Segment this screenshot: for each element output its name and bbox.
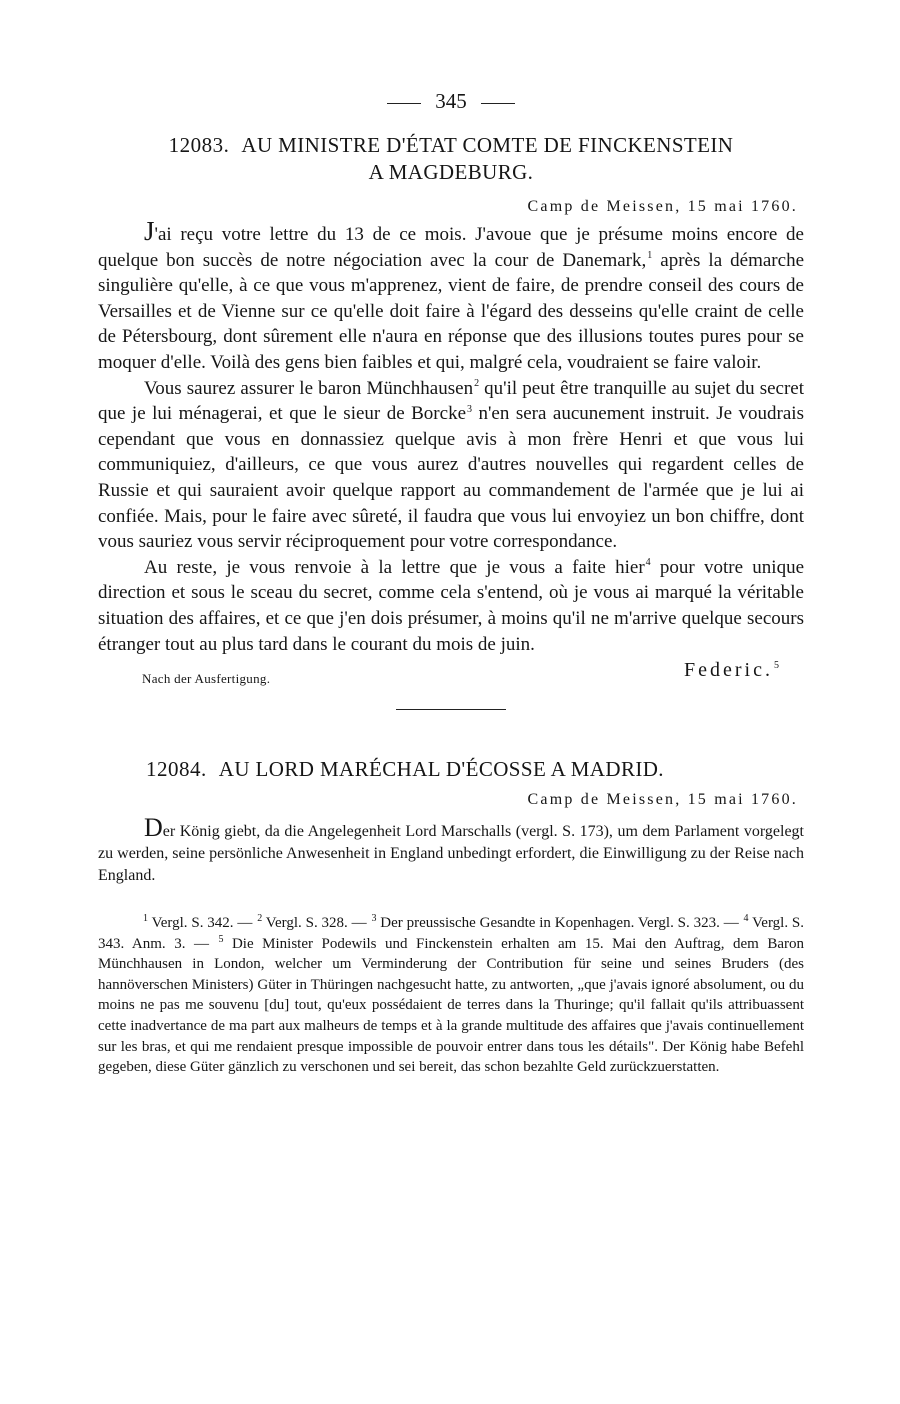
footnote-text: Vergl. S. 342. — bbox=[148, 915, 257, 932]
drop-capital: J bbox=[144, 216, 155, 246]
letter-title-line2: A MAGDEBURG. bbox=[368, 160, 534, 184]
drop-capital: D bbox=[144, 813, 163, 843]
footnote-text: Vergl. S. 343. Anm. 3. — bbox=[98, 915, 805, 952]
footnote-text: Vergl. S. 328. — bbox=[262, 915, 371, 932]
paragraph-text: Au reste, je vous renvoie à la lettre que je vous a faite hier bbox=[144, 556, 645, 578]
footnote-text: Die Minister Podewils und Finckenstein erhalten am 15. Mai den Auftrag, dem Baron Münchhausen in London, welcher um Verminderung der Contribution für seine und seines Bruders (des hannöverschen Ministers) Güter in Thüringen nachgesucht hatte, zu antworten, „que j'avais ignoré absolument, ou du moins ne pas me souvenu [du] tout, qu'eux possédaient de terres dans la Thuringe; qu'il fallait qu'ils attribuassent cette inadvertance de ma part aux malheurs de temps et à la grande multitude des affaires que j'avais continuellement sur les bras, et qui me rendaient presque impossible de pouvoir entrer dans tous les détails". Der König habe Befehl gegeben, diese Güter gänzlich zu verschonen und sei bereit, das schon bezahlte Geld zurückzuerstatten. bbox=[98, 935, 804, 1076]
footnote-mark: 2 bbox=[257, 913, 263, 925]
footnotes bbox=[98, 913, 804, 1078]
book-page bbox=[98, 84, 804, 1078]
footnote-mark: 3 bbox=[371, 913, 377, 925]
header-dash-left bbox=[387, 103, 421, 104]
page-header bbox=[98, 84, 804, 118]
summary-paragraph bbox=[98, 815, 804, 887]
footnote-ref: 2 bbox=[474, 378, 480, 390]
letter-paragraph bbox=[98, 218, 804, 376]
page-number: 345 bbox=[435, 89, 467, 113]
summary-text: er König giebt, da die Angelegenheit Lord Marschalls (vergl. S. 173), um dem Parlament vorgelegt zu werden, seine persönliche Anwesenheit in England unbedingt erfordert, die Einwilligung zu der Reise nach England. bbox=[98, 823, 804, 885]
letter-paragraph bbox=[98, 376, 804, 555]
signoff-row bbox=[98, 659, 804, 689]
footnote-text: Der preussische Gesandte in Kopenhagen. Vergl. S. 323. — bbox=[376, 915, 743, 932]
paragraph-text: après la démarche singulière qu'elle, à ce que vous m'apprenez, vient de faire, de prendre conseil des cours de Versailles et de Vienne sur ce qu'elle doit faire à l'égard des desseins qu'elle craint de celle de Pétersbourg, dont sûrement elle n'aura en réponse que des illusions toutes pures pour se moquer d'elle. Voilà des gens bien faibles et qui, malgré cela, voudraient se faire valoir. bbox=[98, 249, 805, 373]
footnote-mark: 5 bbox=[218, 933, 224, 945]
letter-heading-12084 bbox=[98, 756, 804, 783]
paragraph-text: n'en sera aucunement instruit. Je voudrais cependant que vous en donnassiez quelque avis à mon frère Henri et que vous lui communiquiez, d'ailleurs, ce que vous aurez d'autres nouvelles qui regardent celles de Russie et qui sauraient avoir quelque rapport au commandement de l'armée que je lui ai confiée. Mais, pour le faire avec sûreté, il faudra que vous lui envoyiez un bon chiffre, dont vous sauriez vous servir réciproquement pour votre correspondance. bbox=[98, 403, 804, 553]
letter-paragraph bbox=[98, 555, 804, 657]
header-dash-right bbox=[481, 103, 515, 104]
letter-summary bbox=[98, 815, 804, 887]
letter-title-line1: AU MINISTRE D'ÉTAT COMTE DE FINCKENSTEIN bbox=[241, 133, 734, 157]
letter-number: 12083. bbox=[168, 133, 230, 157]
paragraph-text: Vous saurez assurer le baron Münchhausen bbox=[144, 377, 474, 399]
letter-body bbox=[98, 218, 804, 657]
section-divider bbox=[396, 709, 506, 710]
letter-number: 12084. bbox=[146, 757, 207, 782]
footnote-mark: 4 bbox=[743, 913, 749, 925]
footnote-ref: 5 bbox=[774, 660, 782, 672]
paragraph-text: qu'il peut être tranquille au sujet du secret que je lui ménagerai, et que le sieur de Borcke bbox=[98, 377, 804, 425]
letter-place-date: Camp de Meissen, 15 mai 1760. bbox=[527, 198, 798, 215]
footnote-block bbox=[98, 913, 804, 1078]
signature-text: Federic. bbox=[684, 659, 773, 682]
signature bbox=[684, 659, 782, 682]
footnote-mark: 1 bbox=[143, 913, 148, 925]
letter-title: AU LORD MARÉCHAL D'ÉCOSSE A MADRID. bbox=[218, 757, 664, 782]
paragraph-text: pour votre unique direction et sous le sceau du secret, comme cela s'entend, où je vous ai marqué la véritable situation des affaires, et ce que j'en dois présumer, à moins qu'il ne m'arrive quelque secours étranger tout au plus tard dans le courant du mois de juin. bbox=[98, 556, 804, 655]
footnote-ref: 4 bbox=[645, 557, 651, 569]
letter-place-date: Camp de Meissen, 15 mai 1760. bbox=[527, 791, 798, 809]
footnote-ref: 1 bbox=[647, 250, 653, 262]
paragraph-text: 'ai reçu votre lettre du 13 de ce mois. J'avoue que je présume moins encore de quelque bon succès de notre négociation avec la cour de Danemark, bbox=[98, 224, 804, 271]
source-note: Nach der Ausfertigung. bbox=[142, 671, 271, 687]
letter-heading-12083 bbox=[98, 132, 804, 186]
footnote-ref: 3 bbox=[467, 403, 472, 415]
